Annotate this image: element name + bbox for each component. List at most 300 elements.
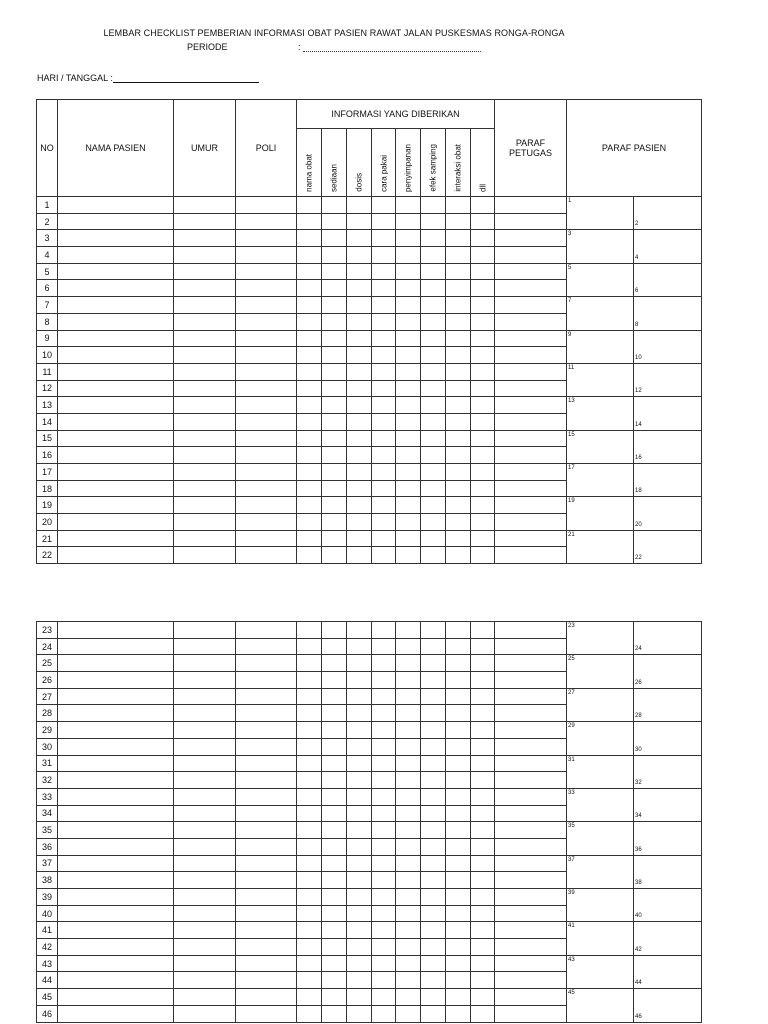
- cara-pakai-check[interactable]: [372, 972, 396, 989]
- nama-pasien-cell[interactable]: [58, 688, 174, 705]
- poli-cell[interactable]: [236, 805, 297, 822]
- cara-pakai-check[interactable]: [372, 638, 396, 655]
- efek-samping-check[interactable]: [421, 430, 446, 447]
- poli-cell[interactable]: [236, 622, 297, 639]
- efek-samping-check[interactable]: [421, 1005, 446, 1022]
- umur-cell[interactable]: [174, 263, 236, 280]
- paraf-petugas-cell[interactable]: [495, 380, 567, 397]
- paraf-petugas-cell[interactable]: [495, 638, 567, 655]
- paraf-petugas-cell[interactable]: [495, 822, 567, 839]
- dosis-check[interactable]: [347, 788, 372, 805]
- sediaan-check[interactable]: [322, 197, 347, 214]
- sediaan-check[interactable]: [322, 622, 347, 639]
- paraf-petugas-cell[interactable]: [495, 347, 567, 364]
- paraf-pasien-cell[interactable]: [634, 197, 702, 230]
- penyimpanan-check[interactable]: [396, 805, 421, 822]
- nama-obat-check[interactable]: [297, 263, 322, 280]
- efek-samping-check[interactable]: [421, 855, 446, 872]
- sediaan-check[interactable]: [322, 755, 347, 772]
- nama-obat-check[interactable]: [297, 688, 322, 705]
- penyimpanan-check[interactable]: [396, 705, 421, 722]
- nama-obat-check[interactable]: [297, 213, 322, 230]
- nama-pasien-cell[interactable]: [58, 838, 174, 855]
- interaksi-obat-check[interactable]: [446, 755, 471, 772]
- penyimpanan-check[interactable]: [396, 872, 421, 889]
- dosis-check[interactable]: [347, 464, 372, 481]
- nama-obat-check[interactable]: [297, 755, 322, 772]
- dosis-check[interactable]: [347, 838, 372, 855]
- paraf-pasien-cell[interactable]: [567, 197, 634, 230]
- dll-check[interactable]: [471, 889, 495, 906]
- efek-samping-check[interactable]: [421, 788, 446, 805]
- cara-pakai-check[interactable]: [372, 755, 396, 772]
- nama-pasien-cell[interactable]: [58, 755, 174, 772]
- cara-pakai-check[interactable]: [372, 497, 396, 514]
- cara-pakai-check[interactable]: [372, 213, 396, 230]
- paraf-petugas-cell[interactable]: [495, 622, 567, 639]
- nama-pasien-cell[interactable]: [58, 330, 174, 347]
- dosis-check[interactable]: [347, 905, 372, 922]
- poli-cell[interactable]: [236, 872, 297, 889]
- poli-cell[interactable]: [236, 889, 297, 906]
- dosis-check[interactable]: [347, 480, 372, 497]
- nama-pasien-cell[interactable]: [58, 889, 174, 906]
- efek-samping-check[interactable]: [421, 213, 446, 230]
- nama-pasien-cell[interactable]: [58, 280, 174, 297]
- nama-obat-check[interactable]: [297, 397, 322, 414]
- nama-obat-check[interactable]: [297, 722, 322, 739]
- umur-cell[interactable]: [174, 905, 236, 922]
- dll-check[interactable]: [471, 972, 495, 989]
- paraf-petugas-cell[interactable]: [495, 939, 567, 956]
- nama-pasien-cell[interactable]: [58, 197, 174, 214]
- interaksi-obat-check[interactable]: [446, 772, 471, 789]
- umur-cell[interactable]: [174, 972, 236, 989]
- paraf-petugas-cell[interactable]: [495, 655, 567, 672]
- penyimpanan-check[interactable]: [396, 638, 421, 655]
- dosis-check[interactable]: [347, 230, 372, 247]
- cara-pakai-check[interactable]: [372, 197, 396, 214]
- nama-pasien-cell[interactable]: [58, 989, 174, 1006]
- nama-pasien-cell[interactable]: [58, 722, 174, 739]
- poli-cell[interactable]: [236, 822, 297, 839]
- paraf-pasien-cell[interactable]: [567, 855, 634, 888]
- sediaan-check[interactable]: [322, 872, 347, 889]
- sediaan-check[interactable]: [322, 688, 347, 705]
- paraf-petugas-cell[interactable]: [495, 447, 567, 464]
- umur-cell[interactable]: [174, 872, 236, 889]
- cara-pakai-check[interactable]: [372, 688, 396, 705]
- efek-samping-check[interactable]: [421, 263, 446, 280]
- paraf-pasien-cell[interactable]: [634, 397, 702, 430]
- sediaan-check[interactable]: [322, 380, 347, 397]
- paraf-pasien-cell[interactable]: [567, 788, 634, 821]
- paraf-petugas-cell[interactable]: [495, 855, 567, 872]
- nama-obat-check[interactable]: [297, 972, 322, 989]
- paraf-petugas-cell[interactable]: [495, 213, 567, 230]
- umur-cell[interactable]: [174, 363, 236, 380]
- dll-check[interactable]: [471, 280, 495, 297]
- dll-check[interactable]: [471, 530, 495, 547]
- paraf-pasien-cell[interactable]: [567, 622, 634, 655]
- nama-pasien-cell[interactable]: [58, 872, 174, 889]
- nama-pasien-cell[interactable]: [58, 622, 174, 639]
- umur-cell[interactable]: [174, 397, 236, 414]
- poli-cell[interactable]: [236, 955, 297, 972]
- cara-pakai-check[interactable]: [372, 447, 396, 464]
- nama-pasien-cell[interactable]: [58, 705, 174, 722]
- cara-pakai-check[interactable]: [372, 430, 396, 447]
- umur-cell[interactable]: [174, 247, 236, 264]
- hari-tanggal-field[interactable]: [113, 82, 259, 83]
- paraf-pasien-cell[interactable]: [634, 989, 702, 1022]
- dll-check[interactable]: [471, 464, 495, 481]
- dosis-check[interactable]: [347, 1005, 372, 1022]
- interaksi-obat-check[interactable]: [446, 380, 471, 397]
- dosis-check[interactable]: [347, 972, 372, 989]
- paraf-pasien-cell[interactable]: [634, 922, 702, 955]
- dll-check[interactable]: [471, 905, 495, 922]
- dll-check[interactable]: [471, 413, 495, 430]
- efek-samping-check[interactable]: [421, 313, 446, 330]
- penyimpanan-check[interactable]: [396, 838, 421, 855]
- efek-samping-check[interactable]: [421, 905, 446, 922]
- poli-cell[interactable]: [236, 413, 297, 430]
- penyimpanan-check[interactable]: [396, 280, 421, 297]
- dll-check[interactable]: [471, 922, 495, 939]
- paraf-petugas-cell[interactable]: [495, 838, 567, 855]
- dll-check[interactable]: [471, 872, 495, 889]
- nama-pasien-cell[interactable]: [58, 313, 174, 330]
- paraf-petugas-cell[interactable]: [495, 230, 567, 247]
- efek-samping-check[interactable]: [421, 722, 446, 739]
- interaksi-obat-check[interactable]: [446, 855, 471, 872]
- dll-check[interactable]: [471, 347, 495, 364]
- umur-cell[interactable]: [174, 922, 236, 939]
- efek-samping-check[interactable]: [421, 655, 446, 672]
- umur-cell[interactable]: [174, 955, 236, 972]
- poli-cell[interactable]: [236, 855, 297, 872]
- sediaan-check[interactable]: [322, 547, 347, 564]
- poli-cell[interactable]: [236, 514, 297, 531]
- efek-samping-check[interactable]: [421, 247, 446, 264]
- paraf-pasien-cell[interactable]: [567, 822, 634, 855]
- paraf-petugas-cell[interactable]: [495, 514, 567, 531]
- nama-pasien-cell[interactable]: [58, 263, 174, 280]
- sediaan-check[interactable]: [322, 722, 347, 739]
- paraf-pasien-cell[interactable]: [634, 430, 702, 463]
- dll-check[interactable]: [471, 247, 495, 264]
- poli-cell[interactable]: [236, 688, 297, 705]
- dll-check[interactable]: [471, 497, 495, 514]
- umur-cell[interactable]: [174, 330, 236, 347]
- nama-pasien-cell[interactable]: [58, 855, 174, 872]
- poli-cell[interactable]: [236, 313, 297, 330]
- poli-cell[interactable]: [236, 638, 297, 655]
- dosis-check[interactable]: [347, 705, 372, 722]
- paraf-petugas-cell[interactable]: [495, 1005, 567, 1022]
- dll-check[interactable]: [471, 430, 495, 447]
- sediaan-check[interactable]: [322, 480, 347, 497]
- sediaan-check[interactable]: [322, 738, 347, 755]
- dll-check[interactable]: [471, 263, 495, 280]
- sediaan-check[interactable]: [322, 655, 347, 672]
- penyimpanan-check[interactable]: [396, 1005, 421, 1022]
- efek-samping-check[interactable]: [421, 989, 446, 1006]
- poli-cell[interactable]: [236, 380, 297, 397]
- penyimpanan-check[interactable]: [396, 939, 421, 956]
- dll-check[interactable]: [471, 213, 495, 230]
- nama-obat-check[interactable]: [297, 855, 322, 872]
- sediaan-check[interactable]: [322, 330, 347, 347]
- umur-cell[interactable]: [174, 638, 236, 655]
- dll-check[interactable]: [471, 822, 495, 839]
- interaksi-obat-check[interactable]: [446, 313, 471, 330]
- cara-pakai-check[interactable]: [372, 772, 396, 789]
- efek-samping-check[interactable]: [421, 330, 446, 347]
- dosis-check[interactable]: [347, 413, 372, 430]
- dll-check[interactable]: [471, 805, 495, 822]
- efek-samping-check[interactable]: [421, 397, 446, 414]
- interaksi-obat-check[interactable]: [446, 889, 471, 906]
- efek-samping-check[interactable]: [421, 297, 446, 314]
- efek-samping-check[interactable]: [421, 480, 446, 497]
- penyimpanan-check[interactable]: [396, 447, 421, 464]
- umur-cell[interactable]: [174, 705, 236, 722]
- dll-check[interactable]: [471, 688, 495, 705]
- sediaan-check[interactable]: [322, 822, 347, 839]
- dosis-check[interactable]: [347, 197, 372, 214]
- cara-pakai-check[interactable]: [372, 330, 396, 347]
- sediaan-check[interactable]: [322, 1005, 347, 1022]
- dosis-check[interactable]: [347, 922, 372, 939]
- interaksi-obat-check[interactable]: [446, 672, 471, 689]
- nama-pasien-cell[interactable]: [58, 247, 174, 264]
- efek-samping-check[interactable]: [421, 872, 446, 889]
- nama-obat-check[interactable]: [297, 672, 322, 689]
- interaksi-obat-check[interactable]: [446, 1005, 471, 1022]
- paraf-petugas-cell[interactable]: [495, 872, 567, 889]
- cara-pakai-check[interactable]: [372, 905, 396, 922]
- penyimpanan-check[interactable]: [396, 688, 421, 705]
- dll-check[interactable]: [471, 363, 495, 380]
- nama-obat-check[interactable]: [297, 922, 322, 939]
- penyimpanan-check[interactable]: [396, 547, 421, 564]
- cara-pakai-check[interactable]: [372, 247, 396, 264]
- penyimpanan-check[interactable]: [396, 738, 421, 755]
- umur-cell[interactable]: [174, 1005, 236, 1022]
- paraf-petugas-cell[interactable]: [495, 197, 567, 214]
- paraf-petugas-cell[interactable]: [495, 297, 567, 314]
- dll-check[interactable]: [471, 722, 495, 739]
- penyimpanan-check[interactable]: [396, 297, 421, 314]
- poli-cell[interactable]: [236, 547, 297, 564]
- paraf-petugas-cell[interactable]: [495, 922, 567, 939]
- paraf-petugas-cell[interactable]: [495, 738, 567, 755]
- interaksi-obat-check[interactable]: [446, 530, 471, 547]
- umur-cell[interactable]: [174, 772, 236, 789]
- dosis-check[interactable]: [347, 672, 372, 689]
- cara-pakai-check[interactable]: [372, 738, 396, 755]
- paraf-pasien-cell[interactable]: [634, 855, 702, 888]
- nama-obat-check[interactable]: [297, 497, 322, 514]
- umur-cell[interactable]: [174, 230, 236, 247]
- cara-pakai-check[interactable]: [372, 413, 396, 430]
- umur-cell[interactable]: [174, 722, 236, 739]
- sediaan-check[interactable]: [322, 514, 347, 531]
- dosis-check[interactable]: [347, 855, 372, 872]
- umur-cell[interactable]: [174, 514, 236, 531]
- paraf-petugas-cell[interactable]: [495, 788, 567, 805]
- nama-obat-check[interactable]: [297, 872, 322, 889]
- nama-obat-check[interactable]: [297, 638, 322, 655]
- sediaan-check[interactable]: [322, 213, 347, 230]
- interaksi-obat-check[interactable]: [446, 655, 471, 672]
- nama-obat-check[interactable]: [297, 805, 322, 822]
- efek-samping-check[interactable]: [421, 755, 446, 772]
- penyimpanan-check[interactable]: [396, 263, 421, 280]
- dll-check[interactable]: [471, 380, 495, 397]
- interaksi-obat-check[interactable]: [446, 514, 471, 531]
- poli-cell[interactable]: [236, 989, 297, 1006]
- penyimpanan-check[interactable]: [396, 397, 421, 414]
- dll-check[interactable]: [471, 738, 495, 755]
- paraf-petugas-cell[interactable]: [495, 722, 567, 739]
- umur-cell[interactable]: [174, 464, 236, 481]
- efek-samping-check[interactable]: [421, 280, 446, 297]
- poli-cell[interactable]: [236, 447, 297, 464]
- umur-cell[interactable]: [174, 989, 236, 1006]
- cara-pakai-check[interactable]: [372, 347, 396, 364]
- poli-cell[interactable]: [236, 972, 297, 989]
- nama-pasien-cell[interactable]: [58, 397, 174, 414]
- nama-obat-check[interactable]: [297, 514, 322, 531]
- nama-pasien-cell[interactable]: [58, 822, 174, 839]
- interaksi-obat-check[interactable]: [446, 297, 471, 314]
- efek-samping-check[interactable]: [421, 838, 446, 855]
- paraf-pasien-cell[interactable]: [567, 363, 634, 396]
- dll-check[interactable]: [471, 788, 495, 805]
- penyimpanan-check[interactable]: [396, 247, 421, 264]
- penyimpanan-check[interactable]: [396, 230, 421, 247]
- dosis-check[interactable]: [347, 955, 372, 972]
- efek-samping-check[interactable]: [421, 447, 446, 464]
- efek-samping-check[interactable]: [421, 922, 446, 939]
- paraf-pasien-cell[interactable]: [634, 530, 702, 563]
- paraf-petugas-cell[interactable]: [495, 805, 567, 822]
- sediaan-check[interactable]: [322, 638, 347, 655]
- cara-pakai-check[interactable]: [372, 989, 396, 1006]
- paraf-petugas-cell[interactable]: [495, 497, 567, 514]
- paraf-pasien-cell[interactable]: [567, 497, 634, 530]
- interaksi-obat-check[interactable]: [446, 788, 471, 805]
- poli-cell[interactable]: [236, 922, 297, 939]
- nama-obat-check[interactable]: [297, 347, 322, 364]
- paraf-pasien-cell[interactable]: [634, 889, 702, 922]
- paraf-petugas-cell[interactable]: [495, 280, 567, 297]
- nama-obat-check[interactable]: [297, 838, 322, 855]
- nama-obat-check[interactable]: [297, 380, 322, 397]
- poli-cell[interactable]: [236, 363, 297, 380]
- interaksi-obat-check[interactable]: [446, 464, 471, 481]
- interaksi-obat-check[interactable]: [446, 430, 471, 447]
- interaksi-obat-check[interactable]: [446, 822, 471, 839]
- paraf-petugas-cell[interactable]: [495, 672, 567, 689]
- poli-cell[interactable]: [236, 280, 297, 297]
- paraf-pasien-cell[interactable]: [634, 297, 702, 330]
- dll-check[interactable]: [471, 547, 495, 564]
- dll-check[interactable]: [471, 447, 495, 464]
- efek-samping-check[interactable]: [421, 672, 446, 689]
- interaksi-obat-check[interactable]: [446, 688, 471, 705]
- paraf-petugas-cell[interactable]: [495, 363, 567, 380]
- poli-cell[interactable]: [236, 480, 297, 497]
- paraf-petugas-cell[interactable]: [495, 397, 567, 414]
- paraf-pasien-cell[interactable]: [567, 263, 634, 296]
- dosis-check[interactable]: [347, 822, 372, 839]
- interaksi-obat-check[interactable]: [446, 330, 471, 347]
- nama-obat-check[interactable]: [297, 330, 322, 347]
- paraf-pasien-cell[interactable]: [634, 655, 702, 688]
- paraf-pasien-cell[interactable]: [634, 688, 702, 721]
- dosis-check[interactable]: [347, 514, 372, 531]
- interaksi-obat-check[interactable]: [446, 447, 471, 464]
- nama-obat-check[interactable]: [297, 197, 322, 214]
- nama-obat-check[interactable]: [297, 655, 322, 672]
- sediaan-check[interactable]: [322, 397, 347, 414]
- nama-obat-check[interactable]: [297, 247, 322, 264]
- interaksi-obat-check[interactable]: [446, 247, 471, 264]
- sediaan-check[interactable]: [322, 989, 347, 1006]
- poli-cell[interactable]: [236, 705, 297, 722]
- penyimpanan-check[interactable]: [396, 655, 421, 672]
- nama-obat-check[interactable]: [297, 547, 322, 564]
- sediaan-check[interactable]: [322, 363, 347, 380]
- nama-obat-check[interactable]: [297, 788, 322, 805]
- sediaan-check[interactable]: [322, 464, 347, 481]
- interaksi-obat-check[interactable]: [446, 263, 471, 280]
- penyimpanan-check[interactable]: [396, 413, 421, 430]
- interaksi-obat-check[interactable]: [446, 805, 471, 822]
- interaksi-obat-check[interactable]: [446, 480, 471, 497]
- dll-check[interactable]: [471, 755, 495, 772]
- dosis-check[interactable]: [347, 447, 372, 464]
- poli-cell[interactable]: [236, 772, 297, 789]
- paraf-pasien-cell[interactable]: [567, 430, 634, 463]
- sediaan-check[interactable]: [322, 247, 347, 264]
- paraf-petugas-cell[interactable]: [495, 430, 567, 447]
- paraf-pasien-cell[interactable]: [634, 722, 702, 755]
- poli-cell[interactable]: [236, 397, 297, 414]
- efek-samping-check[interactable]: [421, 822, 446, 839]
- sediaan-check[interactable]: [322, 838, 347, 855]
- paraf-pasien-cell[interactable]: [567, 688, 634, 721]
- dosis-check[interactable]: [347, 430, 372, 447]
- umur-cell[interactable]: [174, 413, 236, 430]
- efek-samping-check[interactable]: [421, 380, 446, 397]
- nama-pasien-cell[interactable]: [58, 480, 174, 497]
- penyimpanan-check[interactable]: [396, 722, 421, 739]
- umur-cell[interactable]: [174, 755, 236, 772]
- cara-pakai-check[interactable]: [372, 530, 396, 547]
- sediaan-check[interactable]: [322, 497, 347, 514]
- sediaan-check[interactable]: [322, 230, 347, 247]
- nama-pasien-cell[interactable]: [58, 297, 174, 314]
- cara-pakai-check[interactable]: [372, 263, 396, 280]
- interaksi-obat-check[interactable]: [446, 197, 471, 214]
- paraf-pasien-cell[interactable]: [567, 397, 634, 430]
- paraf-pasien-cell[interactable]: [567, 655, 634, 688]
